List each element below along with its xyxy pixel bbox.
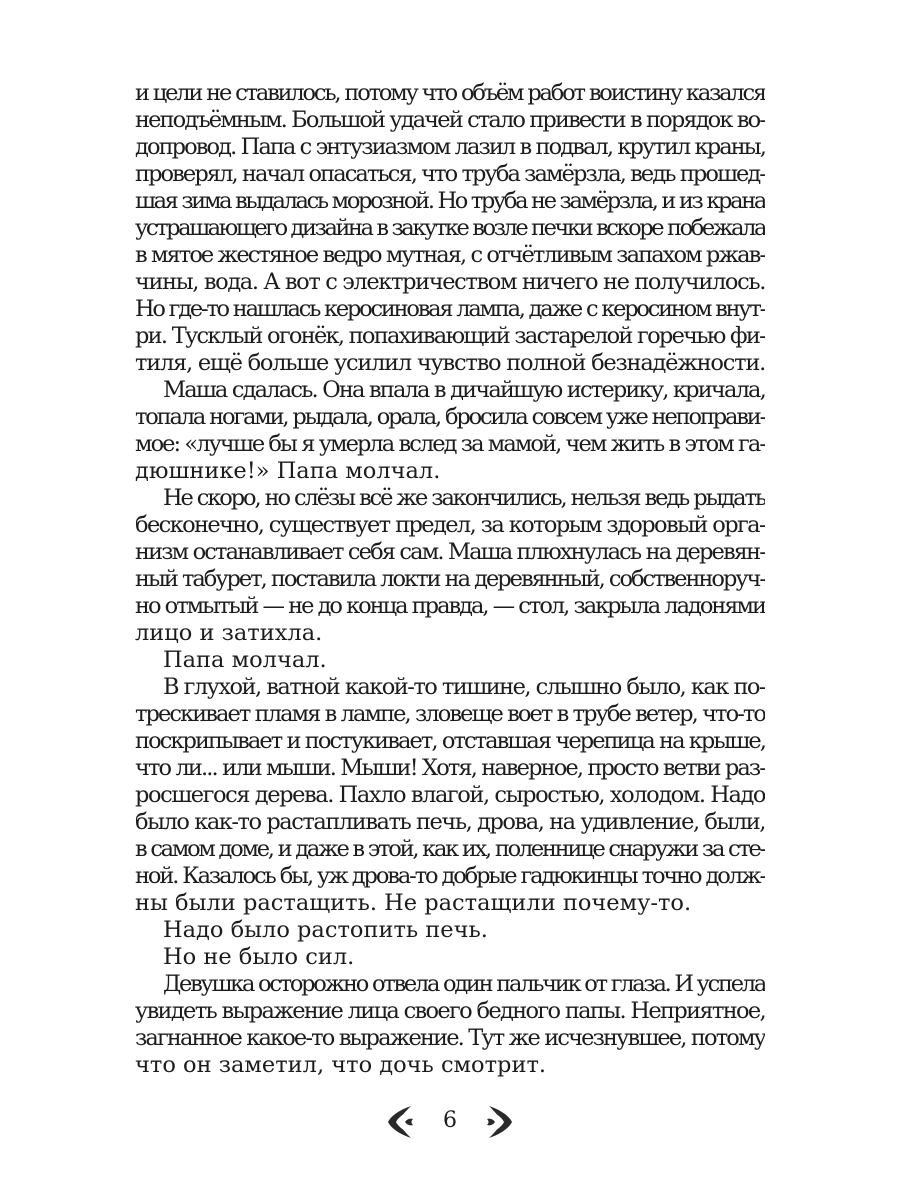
text-line: в мятое жестяное ведро мутная, с отчётливым запахом ржав- (135, 242, 765, 268)
text-line: что ли... или мыши. Мыши! Хотя, наверное, просто ветви раз- (135, 755, 765, 781)
text-line: загнанное какое-то выражение. Тут же исчезнувшее, потому (135, 1025, 765, 1051)
text-line: но отмытый — не до конца правда, — стол, закрыла ладонями (135, 593, 765, 619)
text-line: В глухой, ватной какой-то тишине, слышно было, как по- (163, 674, 765, 700)
text-line: топала ногами, рыдала, орала, бросила совсем уже непоправи- (135, 404, 765, 430)
text-line: ри. Тусклый огонёк, попахивающий застарелой горечью фи- (135, 323, 765, 349)
text-line: росшегося дерева. Пахло влагой, сыростью, холодом. Надо (135, 782, 765, 808)
text-line: увидеть выражение лица своего бедного папы. Неприятное, (135, 998, 765, 1024)
fleuron-left-icon (385, 1102, 415, 1142)
text-line: допровод. Папа с энтузиазмом лазил в подвал, крутил краны, (135, 134, 765, 160)
text-line: Не скоро, но слёзы всё же закончились, нельзя ведь рыдать (163, 485, 765, 511)
paragraph (135, 917, 765, 944)
text-line: Но где-то нашлась керосиновая лампа, даже с керосином внут- (135, 296, 765, 322)
text-line: и цели не ставилось, потому что объём работ воистину казался (135, 80, 765, 106)
text-line: трескивает пламя в лампе, зловеще воет в трубе ветер, что-то (135, 701, 765, 727)
text-line: мое: «лучше бы я умерла вслед за мамой, чем жить в этом га- (135, 431, 765, 457)
text-line: что он заметил, что дочь смотрит. (135, 1052, 547, 1078)
page-number: 6 (443, 1108, 457, 1133)
text-line: Папа молчал. (163, 647, 327, 673)
text-line: тиля, ещё больше усилил чувство полной безнадёжности. (135, 350, 765, 376)
text-line: ны были растащить. Не растащили почему-то. (135, 890, 692, 916)
paragraph (135, 944, 765, 971)
text-line: Но не было сил. (163, 944, 355, 970)
text-line: Надо было растопить печь. (163, 917, 488, 943)
fleuron-right-icon (485, 1102, 515, 1142)
text-line: устрашающего дизайна в закутке возле печки вскоре побежала (135, 215, 765, 241)
text-line: ный табурет, поставила локти на деревянный, собственноруч- (135, 566, 765, 592)
text-line: было как-то растапливать печь, дрова, на удивление, были, (135, 809, 765, 835)
text-line: дюшнике!» Папа молчал. (135, 458, 441, 484)
paragraph (135, 485, 765, 647)
text-line: проверял, начал опасаться, что труба замёрзла, ведь прошед- (135, 161, 765, 187)
paragraph (135, 971, 765, 1079)
text-line: Маша сдалась. Она впала в дичайшую истерику, кричала, (163, 377, 765, 403)
page-footer (0, 1098, 900, 1148)
text-line: Девушка осторожно отвела один пальчик от глаза. И успела (163, 971, 765, 997)
paragraph (135, 377, 765, 485)
text-line: неподъёмным. Большой удачей стало привести в порядок во- (135, 107, 765, 133)
body-text (135, 80, 765, 1079)
text-line: в самом доме, и даже в этой, как их, поленнице снаружи за сте- (135, 836, 765, 862)
text-line: ной. Казалось бы, уж дрова-то добрые гадюкинцы точно долж- (135, 863, 765, 889)
text-line: лицо и затихла. (135, 620, 323, 646)
paragraph (135, 80, 765, 377)
paragraph (135, 674, 765, 917)
paragraph (135, 647, 765, 674)
text-line: шая зима выдалась морозной. Но труба не замёрзла, и из крана (135, 188, 765, 214)
text-line: чины, вода. А вот с электричеством ничего не получилось. (135, 269, 765, 295)
text-line: низм останавливает себя сам. Маша плюхнулась на деревян- (135, 539, 765, 565)
text-line: бесконечно, существует предел, за которым здоровый орга- (135, 512, 765, 538)
text-line: поскрипывает и постукивает, отставшая черепица на крыше, (135, 728, 765, 754)
